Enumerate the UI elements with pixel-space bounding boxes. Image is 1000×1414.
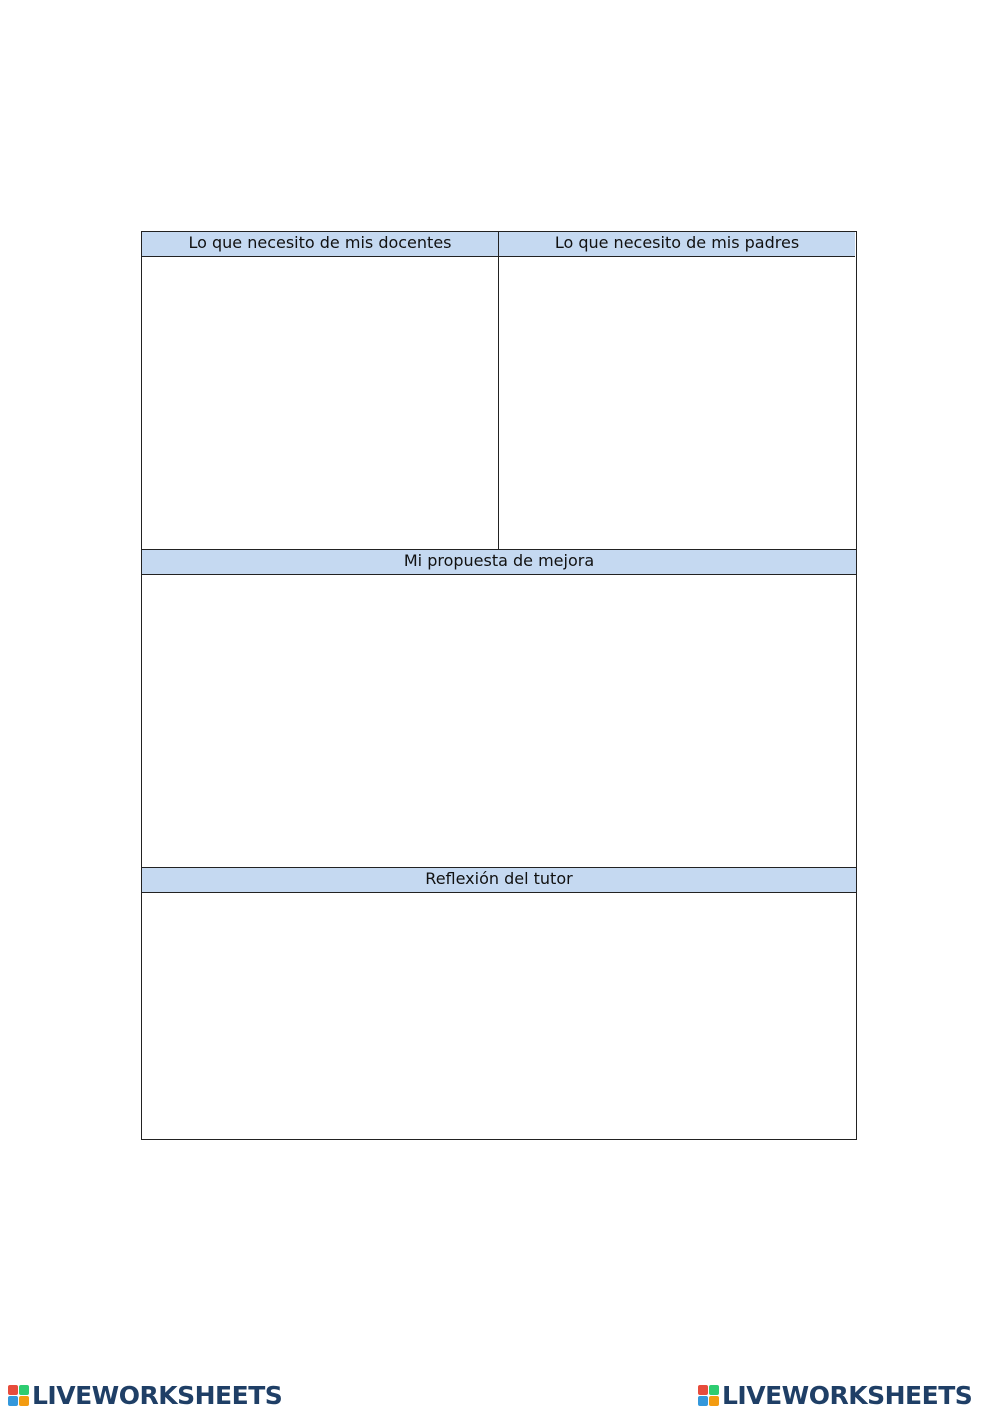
liveworksheets-logo-icon — [698, 1385, 719, 1406]
brand-logo-right — [698, 1380, 972, 1410]
answer-reflexion[interactable] — [142, 893, 856, 1138]
header-padres: Lo que necesito de mis padres — [499, 232, 855, 257]
worksheet-table — [141, 231, 857, 1140]
answer-padres[interactable] — [499, 257, 855, 549]
header-docentes: Lo que necesito de mis docentes — [142, 232, 498, 257]
brand-text: LIVEWORKSHEETS — [722, 1380, 973, 1410]
answer-propuesta[interactable] — [142, 575, 856, 867]
header-reflexion: Reflexión del tutor — [142, 868, 856, 893]
header-propuesta: Mi propuesta de mejora — [142, 550, 856, 575]
answer-docentes[interactable] — [142, 257, 498, 549]
column-divider — [498, 232, 499, 549]
brand-logo-left — [8, 1380, 282, 1410]
liveworksheets-logo-icon — [8, 1385, 29, 1406]
brand-text: LIVEWORKSHEETS — [32, 1380, 283, 1410]
